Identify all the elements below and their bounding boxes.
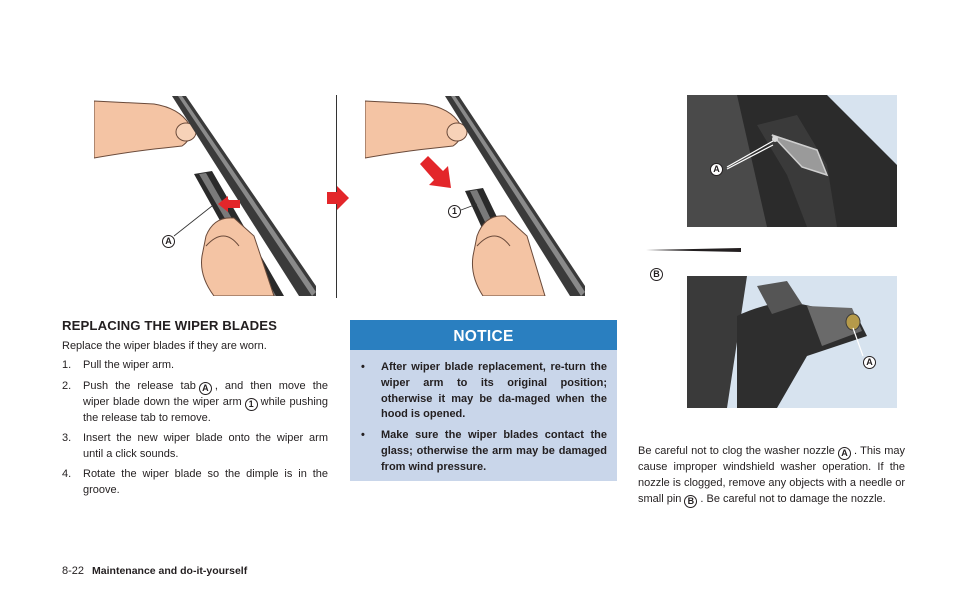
callout-b: B: [684, 495, 697, 508]
step-text: Push the release tab: [83, 379, 196, 392]
footer-section-title: Maintenance and do-it-yourself: [92, 565, 248, 577]
step-number: 3.: [62, 432, 72, 444]
callout-b: B: [650, 268, 663, 281]
magnify-pointer-icon: [646, 240, 746, 260]
paragraph-text: . Be careful not to damage the nozzle.: [700, 492, 886, 505]
callout-a: A: [199, 382, 212, 395]
notice-text: Make sure the wiper blades contact the glass; otherwise the arm may be damaged from wind pressure.: [381, 429, 607, 473]
notice-item: [350, 428, 617, 475]
intro-text: Replace the wiper blades if they are worn.: [62, 340, 267, 352]
step-item: [62, 379, 328, 427]
callout-a: A: [863, 356, 876, 369]
step-item: [62, 431, 328, 462]
paragraph-text: Be careful not to clog the washer nozzle: [638, 445, 835, 457]
notice-box: [350, 320, 617, 481]
steps-list: [62, 358, 328, 503]
arrow-right-icon: [327, 186, 349, 210]
notice-title: NOTICE: [350, 320, 617, 350]
step-text: while pushing the release tab to remove.: [83, 395, 328, 424]
callout-a: A: [162, 235, 175, 248]
illustration-release-tab: [94, 96, 316, 296]
illustration-washer-nozzle: [687, 95, 897, 227]
notice-item: [350, 360, 617, 423]
callout-1: 1: [448, 205, 461, 218]
step-number: 2.: [62, 379, 72, 392]
step-number: 1.: [62, 359, 72, 371]
paragraph-text: . This may cause improper windshield washer operation. If the nozzle is clogged, remove any objects with a needle or small pin: [638, 445, 906, 505]
step-item: [62, 467, 328, 498]
callout-1: 1: [245, 398, 258, 411]
bullet-icon: •: [361, 361, 365, 373]
step-text: Insert the new wiper blade onto the wiper arm until a click sounds.: [83, 432, 328, 460]
illustration-nozzle-closeup: [687, 276, 897, 408]
notice-list: [350, 360, 617, 476]
page-number: 8-22: [62, 565, 85, 577]
washer-nozzle-paragraph: [638, 444, 905, 508]
step-item: [62, 358, 328, 374]
callout-a: A: [838, 447, 851, 460]
step-number: 4.: [62, 468, 72, 480]
step-text: , and then move the wiper blade down the wiper arm: [83, 379, 328, 408]
notice-text: After wiper blade replacement, re-turn the wiper arm to its original position; otherwise it may be da-maged when the hood is opened.: [381, 361, 607, 421]
bullet-icon: •: [361, 429, 365, 442]
section-title: REPLACING THE WIPER BLADES: [62, 318, 278, 333]
illustration-move-blade: [365, 96, 585, 296]
step-text: Pull the wiper arm.: [83, 359, 175, 371]
page-footer: [62, 565, 247, 577]
callout-a: A: [710, 163, 723, 176]
step-text: Rotate the wiper blade so the dimple is in the groove.: [83, 468, 328, 496]
